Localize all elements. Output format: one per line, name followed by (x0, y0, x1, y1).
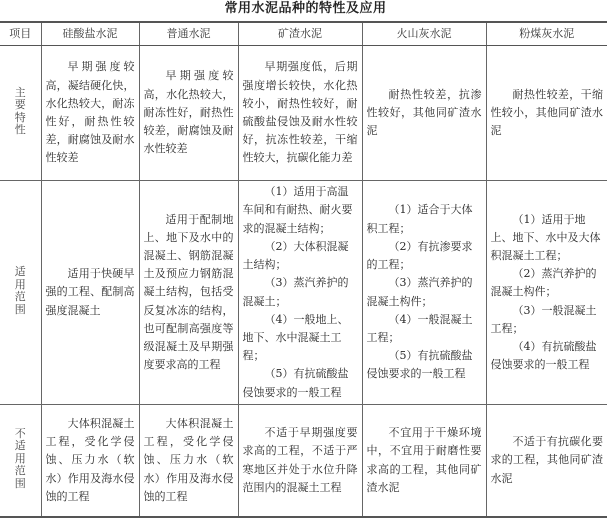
list-item: （2）蒸汽养护的混凝土构件； (490, 267, 597, 299)
row-header-label: 主要特性 (14, 85, 26, 137)
column-header-portland: 硅酸盐水泥 (41, 22, 139, 46)
cell-text: 适用于配制地上、地下及水中的混凝土、钢筋混凝土及预应力钢筋混凝土结构，包括受反复冰冻的结构，也可配制高强度等级混凝土及早期强度要求高的工程 (143, 212, 234, 372)
cell-text: 适用于快硬早强的工程、配制高强度混凝土 (45, 267, 135, 317)
row-header-label: 不适用范围 (14, 426, 26, 490)
table-cell (238, 46, 362, 181)
cell-text: 不适于早期强度要求高的工程，不适于严寒地区并处于水位升降范围内的混凝土工程 (242, 426, 358, 494)
column-header-fly-ash: 粉煤灰水泥 (486, 22, 607, 46)
table-cell (486, 405, 607, 518)
table-cell (139, 181, 238, 405)
list-item: （3）蒸汽养护的混凝土构件； (366, 276, 473, 308)
column-header-item: 项目 (0, 22, 41, 46)
list-item: （2）大体积混凝土结构； (242, 239, 349, 272)
table-cell (139, 405, 238, 518)
list-item: （4）有抗硫酸盐侵蚀要求的一般工程 (490, 340, 597, 372)
cell-text: 早期强度低，后期强度增长较快，水化热较小，耐热性较好，耐硫酸盐侵蚀及耐水性较好，抗冻性较差，干缩性较大，抗碳化能力差 (242, 60, 358, 165)
row-header-applicable-scope (0, 181, 41, 405)
list-item: （5）有抗硫酸盐侵蚀要求的一般工程 (366, 349, 473, 381)
cell-text: 大体积混凝土工程，受化学侵蚀、压力水（软水）作用及海水侵蚀的工程 (143, 416, 234, 503)
table-cell (362, 405, 486, 518)
table-cell (41, 181, 139, 405)
table-cell (41, 405, 139, 518)
row-header-not-applicable-scope (0, 405, 41, 518)
row-header-label: 适用范围 (14, 265, 26, 316)
table-cell (238, 405, 362, 518)
table-cell (486, 46, 607, 181)
list-item: （5）有抗硫酸盐侵蚀要求的一般工程 (242, 367, 349, 399)
list-item: （3）蒸汽养护的混凝土； (242, 276, 349, 308)
list-item: （4）一般地上、地下、水中混凝土工程； (242, 312, 349, 363)
table-cell (41, 46, 139, 181)
list-item: （3）一般混凝土工程； (490, 303, 597, 335)
table-cell (362, 46, 486, 181)
table-row-applicable-scope (0, 181, 607, 405)
page-title: 常用水泥品种的特性及应用 (224, 1, 387, 16)
column-header-slag: 矿渣水泥 (238, 22, 362, 46)
cement-properties-table (0, 21, 607, 518)
column-header-pozzolanic: 火山灰水泥 (362, 22, 486, 46)
list-item: （1）适用于地上、地下、水中及大体积混凝土工程； (490, 212, 601, 262)
table-row-main-properties (0, 46, 607, 181)
list-item: （2）有抗渗要求的工程； (366, 239, 473, 272)
list-item: （4）一般混凝土工程； (366, 312, 473, 344)
cell-text: 早期强度较高，水化热较大，耐冻性好，耐热性较差，耐腐蚀及耐水性较差 (143, 69, 234, 156)
cell-text: 早期强度较高，凝结硬化快，水化热较大，耐冻性好，耐热性较差，耐腐蚀及耐水性较差 (45, 60, 135, 165)
row-header-main-properties (0, 46, 41, 181)
table-cell (238, 181, 362, 405)
cell-text: 耐热性较差，干缩性较小，其他同矿渣水泥 (490, 87, 603, 138)
list-item: （1）适合于大体积工程； (366, 203, 473, 235)
cell-text: 大体积混凝土工程，受化学侵蚀、压力水（软水）作用及海水侵蚀的工程 (45, 416, 135, 503)
table-header-row (0, 22, 607, 46)
table-cell (362, 181, 486, 405)
table-row-not-applicable-scope (0, 405, 607, 518)
cell-text: 不宜用于干燥环境中，不宜用于耐磨性要求高的工程，其他同矿渣水泥 (366, 426, 482, 494)
table-cell (486, 181, 607, 405)
cell-text: 不适于有抗碳化要求的工程，其他同矿渣水泥 (490, 435, 603, 485)
column-header-ordinary: 普通水泥 (139, 22, 238, 46)
cell-text: 耐热性较差，抗渗性较好，其他同矿渣水泥 (366, 87, 482, 138)
table-cell (139, 46, 238, 181)
list-item: （1）适用于高温车间和有耐热、耐火要求的混凝土结构； (242, 185, 353, 235)
